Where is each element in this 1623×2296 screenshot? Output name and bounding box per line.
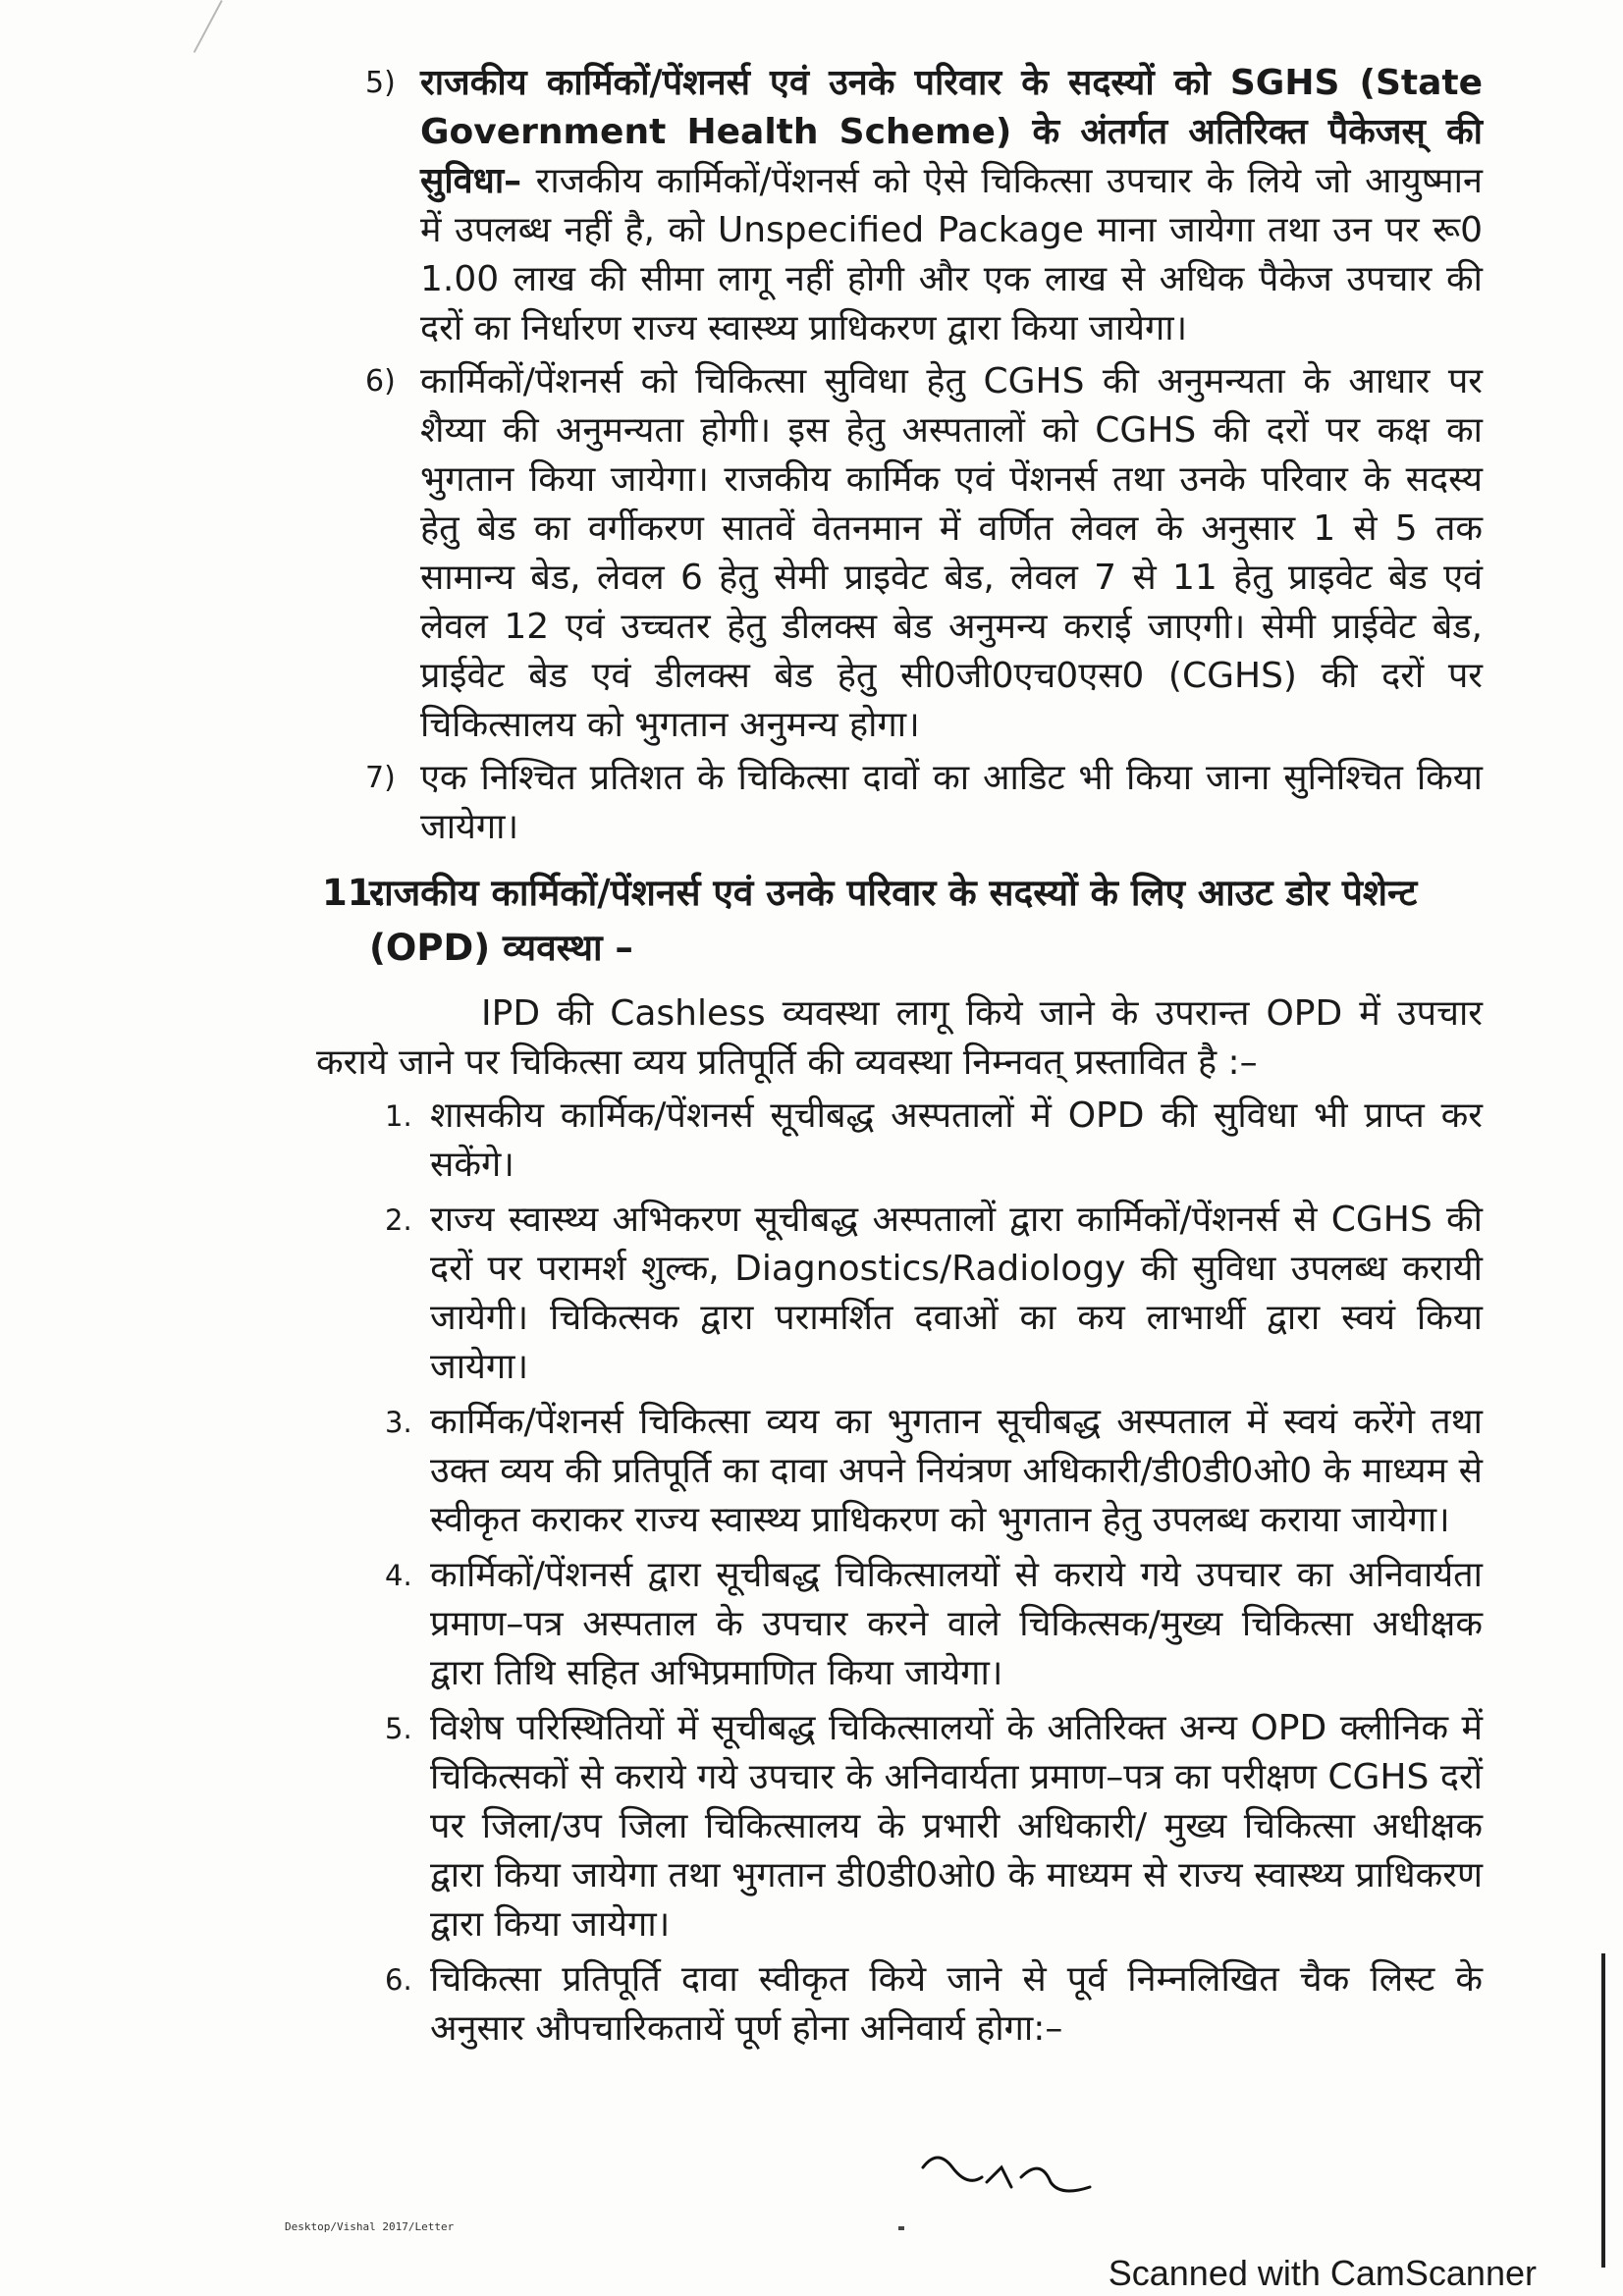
sub-item-2 xyxy=(295,1196,1483,1392)
sub-item-number: 4. xyxy=(385,1559,412,1592)
sub-item-text: विशेष परिस्थितियों में सूचीबद्ध चिकित्सालयों के अतिरिक्त अन्य OPD क्लीनिक में चिकित्सकों से कराये गये उपचार के अनिवार्यता प्रमाण–पत्र का परीक्षण CGHS दरों पर जिला/उप जिला चिकित्सालय के प्रभारी अधिकारी/ मुख्य चिकित्सा अधीक्षक द्वारा किया जायेगा तथा भुगतान डी0डी0ओ0 के माध्यम से राज्य स्वास्थ्य प्राधिकरण द्वारा किया जायेगा। xyxy=(430,1708,1483,1945)
sub-item-number: 2. xyxy=(385,1203,412,1237)
point-6 xyxy=(295,357,1483,750)
point-7 xyxy=(295,754,1483,852)
document-body xyxy=(295,59,1483,2059)
section-intro: IPD की Cashless व्यवस्था लागू किये जाने के उपरान्त OPD में उपचार कराये जाने पर चिकित्सा व्यय प्रतिपूर्ति की व्यवस्था निम्नवत् प्रस्तावित है :– xyxy=(316,993,1483,1083)
sub-item-number: 3. xyxy=(385,1406,412,1439)
sub-item-number: 1. xyxy=(385,1099,412,1133)
point-text: राजकीय कार्मिकों/पेंशनर्स को ऐसे चिकित्सा उपचार के लिये जो आयुष्मान में उपलब्ध नहीं है, को Unspecified Package माना जायेगा तथा उन पर रू0 1.00 लाख की सीमा लागू नहीं होगी और एक लाख से अधिक पैकेज उपचार की दरों का निर्धारण राज्य स्वास्थ्य प्राधिकरण द्वारा किया जायेगा। xyxy=(420,161,1483,348)
sub-item-text: राज्य स्वास्थ्य अभिकरण सूचीबद्ध अस्पतालों द्वारा कार्मिकों/पेंशनर्स से CGHS की दरों पर परामर्श शुल्क, Diagnostics/Radiology की सुविधा उपलब्ध करायी जायेगी। चिकित्सक द्वारा परामर्शित दवाओं का कय लाभार्थी द्वारा स्वयं किया जायेगा। xyxy=(430,1200,1483,1387)
sub-item-number: 6. xyxy=(385,1963,412,1997)
point-number: 6) xyxy=(365,364,396,399)
camscanner-watermark: Scanned with CamScanner xyxy=(1108,2253,1537,2293)
point-text: कार्मिकों/पेंशनर्स को चिकित्सा सुविधा हेतु CGHS की अनुमन्यता के आधार पर शैय्या की अनुमन्यता होगी। इस हेतु अस्पतालों को CGHS की दरों पर कक्ष का भुगतान किया जायेगा। राजकीय कार्मिक एवं पेंशनर्स तथा उनके परिवार के सदस्य हेतु बेड का वर्गीकरण सातवें वेतनमान में वर्णित लेवल के अनुसार 1 से 5 तक सामान्य बेड, लेवल 6 हेतु सेमी प्राइवेट बेड, लेवल 7 से 11 हेतु प्राइवेट बेड एवं लेवल 12 एवं उच्चतर हेतु डीलक्स बेड अनुमन्य कराई जाएगी। सेमी प्राईवेट बेड, प्राईवेट बेड एवं डीलक्स बेड हेतु सी0जी0एच0एस0 (CGHS) की दरों पर चिकित्सालय को भुगतान अनुमन्य होगा। xyxy=(420,361,1483,745)
point-number: 5) xyxy=(365,66,396,100)
sub-item-6 xyxy=(295,1955,1483,2054)
sub-item-text: शासकीय कार्मिक/पेंशनर्स सूचीबद्ध अस्पतालों में OPD की सुविधा भी प्राप्त कर सकेंगे। xyxy=(430,1095,1483,1185)
footer-file-path: Desktop/Vishal 2017/Letter xyxy=(285,2220,455,2233)
point-text: एक निश्चित प्रतिशत के चिकित्सा दावों का आडिट भी किया जाना सुनिश्चित किया जायेगा। xyxy=(420,758,1483,847)
sub-item-5 xyxy=(295,1704,1483,1949)
section-11-heading xyxy=(295,866,1483,976)
sub-item-text: चिकित्सा प्रतिपूर्ति दावा स्वीकृत किये जाने से पूर्व निम्नलिखित चैक लिस्ट के अनुसार औपचारिकतायें पूर्ण होना अनिवार्य होगा:– xyxy=(430,1959,1483,2049)
sub-item-3 xyxy=(295,1398,1483,1545)
sub-item-4 xyxy=(295,1551,1483,1698)
sub-item-1 xyxy=(295,1092,1483,1190)
sub-item-text: कार्मिक/पेंशनर्स चिकित्सा व्यय का भुगतान सूचीबद्ध अस्पताल में स्वयं करेंगे तथा उक्त व्यय की प्रतिपूर्ति का दावा अपने नियंत्रण अधिकारी/डी0डी0ओ0 के माध्यम से स्वीकृत कराकर राज्य स्वास्थ्य प्राधिकरण को भुगतान हेतु उपलब्ध कराया जायेगा। xyxy=(430,1402,1483,1540)
sub-item-number: 5. xyxy=(385,1712,412,1745)
point-number: 7) xyxy=(365,761,396,795)
point-5 xyxy=(295,59,1483,353)
section-number: 11. xyxy=(322,872,387,914)
point-heading: राजकीय कार्मिकों/पेंशनर्स एवं उनके परिवार के सदस्यों को SGHS (State Government Health Scheme) के अंतर्गत अतिरिक्त पैकेजस् की सुविधा– xyxy=(420,63,1483,201)
scan-edge-shadow xyxy=(1601,1953,1605,2268)
sub-item-text: कार्मिकों/पेंशनर्स द्वारा सूचीबद्ध चिकित्सालयों से कराये गये उपचार का अनिवार्यता प्रमाण–पत्र अस्पताल के उपचार करने वाले चिकित्सक/मुख्य चिकित्सा अधीक्षक द्वारा तिथि सहित अभिप्रमाणित किया जायेगा। xyxy=(430,1555,1483,1693)
scan-artifact-line xyxy=(193,0,223,53)
scan-speck xyxy=(898,2226,904,2230)
signature-scribble xyxy=(913,2138,1109,2216)
section-title: राजकीय कार्मिकों/पेंशनर्स एवं उनके परिवार के सदस्यों के लिए आउट डोर पेशेन्ट (OPD) व्यवस्था – xyxy=(369,872,1418,969)
